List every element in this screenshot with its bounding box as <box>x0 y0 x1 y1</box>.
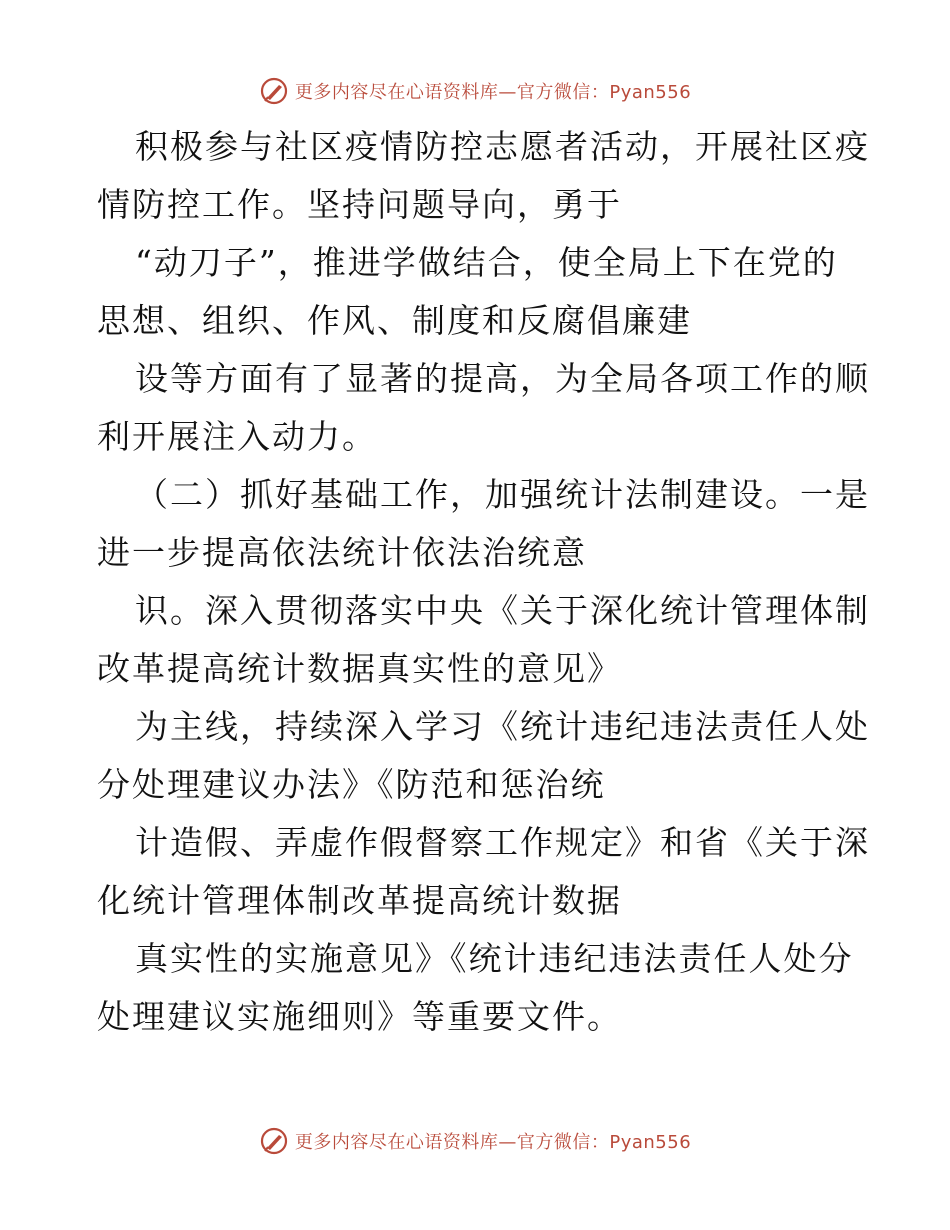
body-line: 利开展注入动力。 <box>97 417 377 456</box>
quill-pen-seal-icon <box>259 1126 289 1156</box>
body-line: 情防控工作。坚持问题导向，勇于 <box>97 185 622 224</box>
body-line: 改革提高统计数据真实性的意见》 <box>97 649 622 688</box>
quill-pen-seal-icon <box>259 76 289 106</box>
body-line: “动刀子”，推进学做结合，使全局上下在党的 <box>135 243 838 282</box>
body-line: 进一步提高依法统计依法治统意 <box>97 533 587 572</box>
body-line: 识。深入贯彻落实中央《关于深化统计管理体制 <box>135 591 870 630</box>
body-line: 设等方面有了显著的提高，为全局各项工作的顺 <box>135 359 870 398</box>
body-line: 真实性的实施意见》《统计违纪违法责任人处分 <box>135 939 854 978</box>
body-line: （二）抓好基础工作，加强统计法制建设。一是 <box>135 475 870 514</box>
body-line: 处理建议实施细则》等重要文件。 <box>97 997 622 1036</box>
body-line: 积极参与社区疫情防控志愿者活动，开展社区疫 <box>135 127 870 166</box>
watermark-text: 更多内容尽在心语资料库—官方微信：Pyan556 <box>294 82 692 103</box>
body-line: 计造假、弄虚作假督察工作规定》和省《关于深 <box>135 823 870 862</box>
body-line: 化统计管理体制改革提高统计数据 <box>97 881 622 920</box>
body-line: 思想、组织、作风、制度和反腐倡廉建 <box>97 301 692 340</box>
footer-watermark <box>0 1121 950 1161</box>
watermark-text: 更多内容尽在心语资料库—官方微信：Pyan556 <box>294 1132 692 1153</box>
document-body <box>97 118 870 1046</box>
body-line: 为主线，持续深入学习《统计违纪违法责任人处 <box>135 707 870 746</box>
header-watermark <box>0 71 950 111</box>
body-line: 分处理建议办法》《防范和惩治统 <box>97 765 606 804</box>
